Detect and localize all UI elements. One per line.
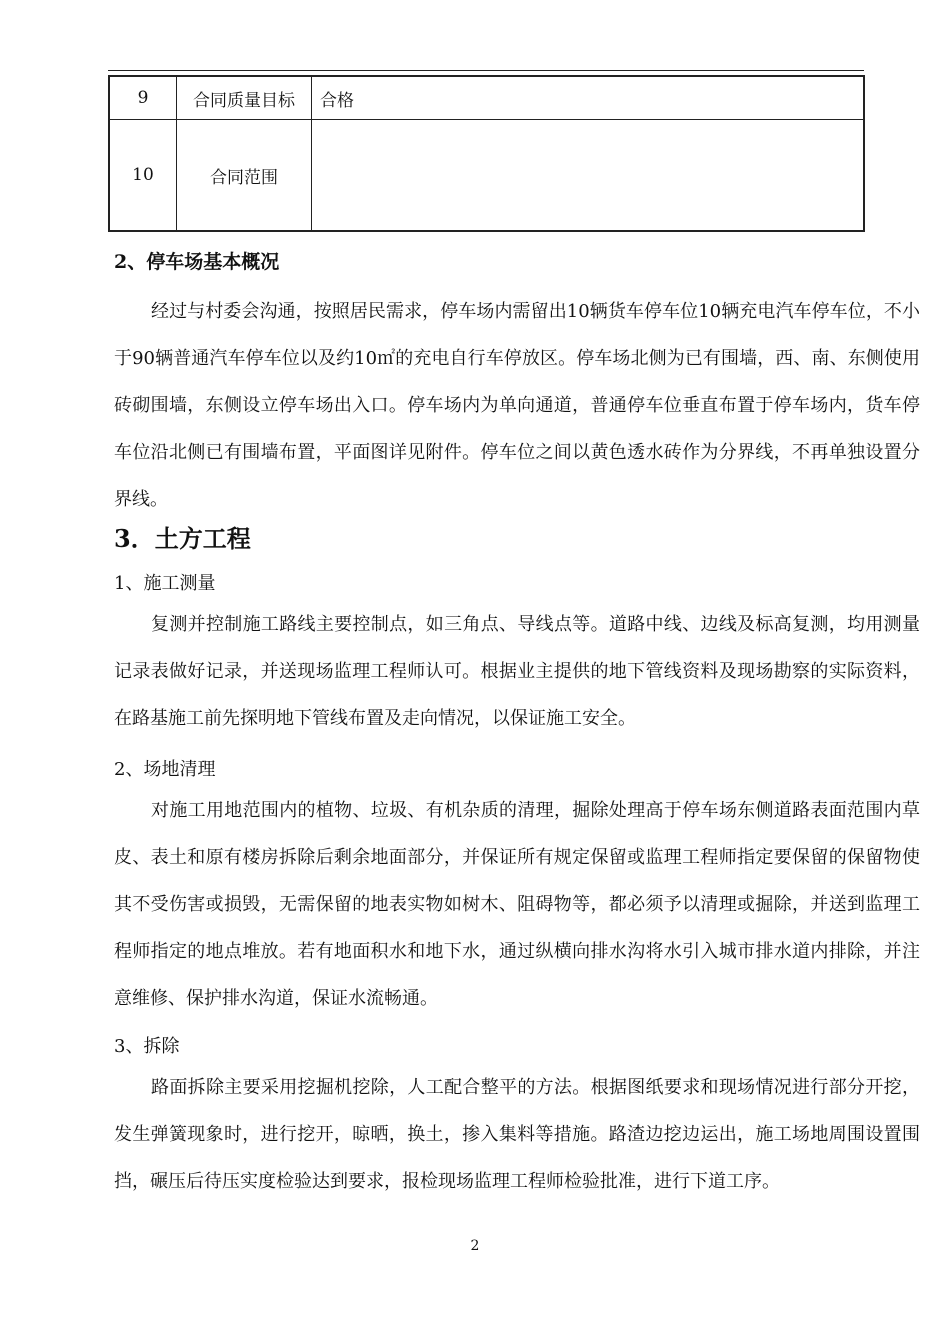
- table-row: [109, 76, 864, 120]
- row-value: 合格: [312, 76, 865, 120]
- subsection-paragraph: 复测并控制施工路线主要控制点，如三角点、导线点等。道路中线、边线及标高复测，均用测量记录表做好记录，并送现场监理工程师认可。根据业主提供的地下管线资料及现场勘察的实际资料，在路基施工前先探明地下管线布置及走向情况，以保证施工安全。: [114, 614, 920, 729]
- section-paragraph: 经过与村委会沟通，按照居民需求，停车场内需留出10辆货车停车位10辆充电汽车停车位，不小于90辆普通汽车停车位以及约10㎡的充电自行车停放区。停车场北侧为已有围墙，西、南、东侧使用砖砌围墙，东侧设立停车场出入口。停车场内为单向通道，普通停车位垂直布置于停车场内，货车停车位沿北侧已有围墙布置，平面图详见附件。停车位之间以黄色透水砖作为分界线，不再单独设置分界线。: [114, 301, 920, 510]
- subsection-title: 2、场地清理: [114, 759, 216, 780]
- subsection-title: 3、拆除: [114, 1036, 180, 1057]
- row-number: 9: [109, 76, 177, 120]
- section-heading: 2、停车场基本概况: [114, 251, 280, 273]
- table-row: [109, 120, 864, 232]
- row-label: 合同质量目标: [177, 76, 312, 120]
- subsection-paragraph: 对施工用地范围内的植物、垃圾、有机杂质的清理，掘除处理高于停车场东侧道路表面范围内草皮、表土和原有楼房拆除后剩余地面部分，并保证所有规定保留或监理工程师指定要保留的保留物使其不受伤害或损毁，无需保留的地表实物如树木、阻碍物等，都必须予以清理或掘除，并送到监理工程师指定的地点堆放。若有地面积水和地下水，通过纵横向排水沟将水引入城市排水道内排除，并注意维修、保护排水沟道，保证水流畅通。: [114, 800, 920, 1009]
- contract-table: [108, 75, 865, 232]
- header-rule: [108, 70, 864, 71]
- page-number: 2: [470, 1238, 480, 1254]
- chapter-heading: 3．土方工程: [114, 524, 251, 553]
- row-label: 合同范围: [177, 120, 312, 232]
- subsection-paragraph: 路面拆除主要采用挖掘机挖除，人工配合整平的方法。根据图纸要求和现场情况进行部分开挖，发生弹簧现象时，进行挖开，晾晒，换土，掺入集料等措施。路渣边挖边运出，施工场地周围设置围挡，碾压后待压实度检验达到要求，报检现场监理工程师检验批准，进行下道工序。: [114, 1077, 920, 1192]
- subsection-title: 1、施工测量: [114, 573, 216, 594]
- row-number: 10: [109, 120, 177, 232]
- row-value: [312, 120, 865, 232]
